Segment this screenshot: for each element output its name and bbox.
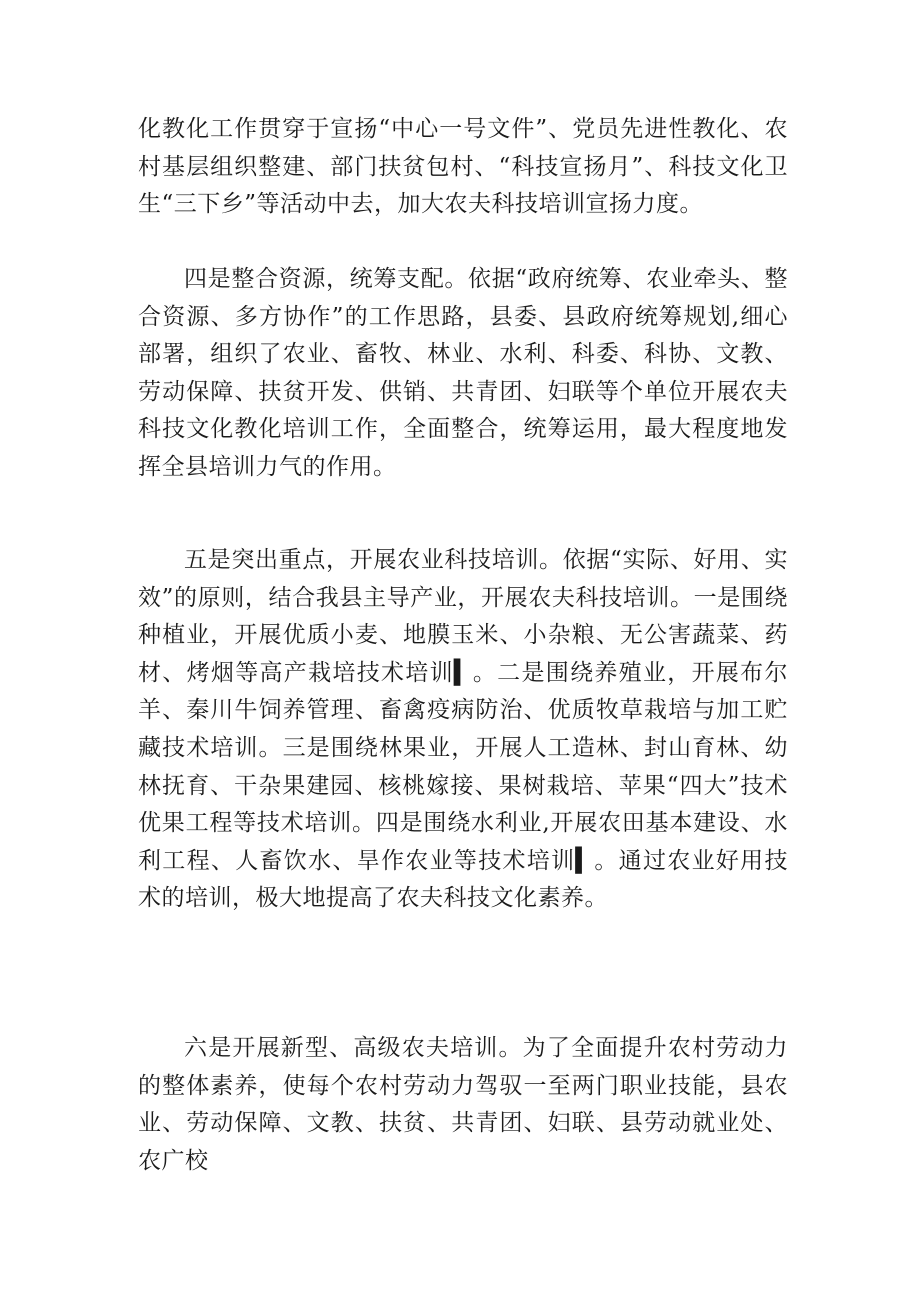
paragraph-agri-tech-training — [138, 542, 788, 918]
paragraph-continuation — [138, 111, 788, 224]
paragraph-resource-integration — [138, 261, 788, 487]
paragraph-text: 六是开展新型、高级农夫培训。为了全面提升农村劳动力的整体素养，使每个农村劳动力驾驭一至两门职业技能，县农业、劳动保障、文教、扶贫、共青团、妇联、县劳动就业处、农广校 — [138, 1035, 788, 1174]
paragraph-text: 化教化工作贯穿于宣扬“中心一号文件”、党员先进性教化、农村基层组织整建、部门扶贫包村、“科技宣扬月”、科技文化卫生“三下乡”等活动中去，加大农夫科技培训宣扬力度。 — [138, 116, 788, 218]
paragraph-text: 五是突出重点，开展农业科技培训。依据“实际、好用、实效”的原则，结合我县主导产业，开展农夫科技培训。一是围绕种植业，开展优质小麦、地膜玉米、小杂粮、无公害蔬菜、药材、烤烟等高产栽培技术培训▍。二是围绕养殖业，开展布尔羊、秦川牛饲养管理、畜禽疫病防治、优质牧草栽培与加工贮藏技术培训。三是围绕林果业，开展人工造林、封山育林、幼林抚育、干杂果建园、核桃嫁接、果树栽培、苹果“四大”技术优果工程等技术培训。四是围绕水利业,开展农田基本建设、水利工程、人畜饮水、旱作农业等技术培训▍。通过农业好用技术的培训，极大地提高了农夫科技文化素养。 — [138, 547, 788, 912]
paragraph-text: 四是整合资源，统筹支配。依据“政府统筹、农业牵头、整合资源、多方协作”的工作思路，县委、县政府统筹规划,细心部署，组织了农业、畜牧、林业、水利、科委、科协、文教、劳动保障、扶贫开发、供销、共青团、妇联等个单位开展农夫科技文化教化培训工作，全面整合，统筹运用，最大程度地发挥全县培训力气的作用。 — [138, 266, 788, 480]
paragraph-new-farmer-training — [138, 1030, 788, 1180]
